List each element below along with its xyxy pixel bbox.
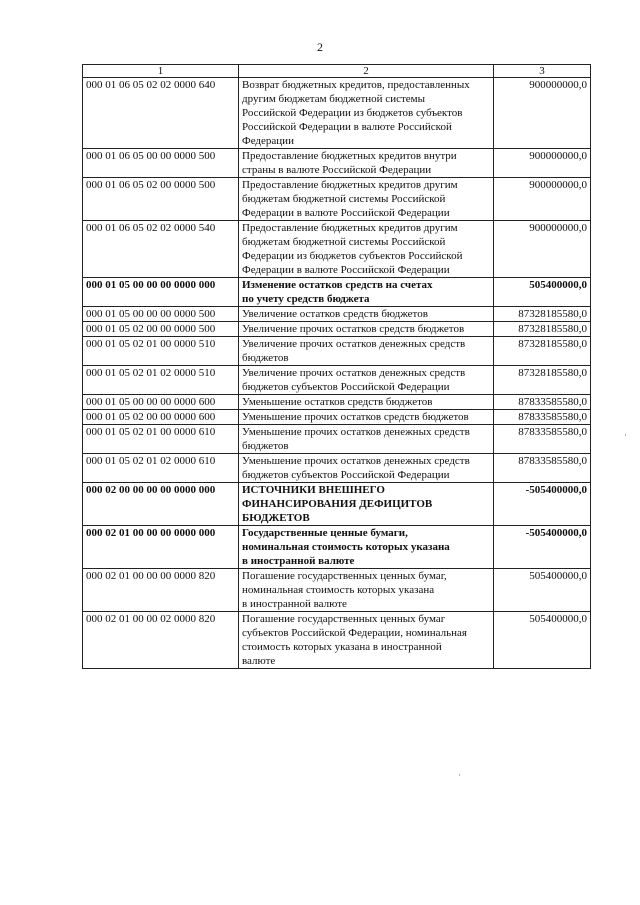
budget-code-cell: 000 02 00 00 00 00 0000 000 xyxy=(83,483,239,526)
description-line: Погашение государственных ценных бумаг, xyxy=(242,570,447,582)
description-line: Погашение государственных ценных бумаг xyxy=(242,613,446,625)
table-row xyxy=(83,337,591,366)
description-line: в иностранной валюте xyxy=(242,555,355,567)
description-line: Уменьшение остатков средств бюджетов xyxy=(242,396,433,408)
amount-cell: -505400000,0 xyxy=(494,526,591,569)
description-line: Предоставление бюджетных кредитов внутри xyxy=(242,150,457,162)
description-line: в иностранной валюте xyxy=(242,598,347,610)
description-cell xyxy=(239,221,494,278)
description-line: бюджетов субъектов Российской Федерации xyxy=(242,469,450,481)
table-row xyxy=(83,454,591,483)
description-cell xyxy=(239,612,494,669)
description-line: бюджетов xyxy=(242,352,289,364)
amount-cell: 87328185580,0 xyxy=(494,322,591,337)
description-line: субъектов Российской Федерации, номинальная xyxy=(242,627,467,639)
table-row xyxy=(83,366,591,395)
table-row xyxy=(83,483,591,526)
budget-code-cell: 000 01 05 02 01 00 0000 610 xyxy=(83,425,239,454)
description-line: Предоставление бюджетных кредитов другим xyxy=(242,179,458,191)
table-row xyxy=(83,395,591,410)
budget-code-cell: 000 01 06 05 02 02 0000 540 xyxy=(83,221,239,278)
description-line: Уменьшение прочих остатков денежных средств xyxy=(242,455,470,467)
table-row xyxy=(83,612,591,669)
description-line: Увеличение прочих остатков денежных средств xyxy=(242,338,466,350)
description-line: БЮДЖЕТОВ xyxy=(242,512,310,524)
description-cell xyxy=(239,78,494,149)
budget-sources-table xyxy=(82,64,591,669)
description-line: Уменьшение прочих остатков средств бюджетов xyxy=(242,411,469,423)
description-cell xyxy=(239,483,494,526)
table-row xyxy=(83,221,591,278)
description-cell xyxy=(239,454,494,483)
description-line: ИСТОЧНИКИ ВНЕШНЕГО xyxy=(242,484,385,496)
description-cell xyxy=(239,322,494,337)
amount-cell: 505400000,0 xyxy=(494,612,591,669)
description-cell xyxy=(239,410,494,425)
header-row xyxy=(83,65,591,78)
description-line: Возврат бюджетных кредитов, предоставленных xyxy=(242,79,470,91)
description-cell xyxy=(239,395,494,410)
budget-code-cell: 000 02 01 00 00 00 0000 000 xyxy=(83,526,239,569)
table-row xyxy=(83,526,591,569)
description-cell xyxy=(239,526,494,569)
header-col-3: 3 xyxy=(494,65,591,78)
budget-code-cell: 000 01 05 02 01 00 0000 510 xyxy=(83,337,239,366)
table-row xyxy=(83,78,591,149)
budget-code-cell: 000 01 05 02 00 00 0000 500 xyxy=(83,322,239,337)
amount-cell: 900000000,0 xyxy=(494,221,591,278)
description-cell xyxy=(239,337,494,366)
description-line: Увеличение прочих остатков денежных средств xyxy=(242,367,466,379)
description-line: Увеличение остатков средств бюджетов xyxy=(242,308,428,320)
table-row xyxy=(83,178,591,221)
description-line: бюджетам бюджетной системы Российской xyxy=(242,236,446,248)
description-line: Изменение остатков средств на счетах xyxy=(242,279,433,291)
amount-cell: 87328185580,0 xyxy=(494,366,591,395)
description-line: Российской Федерации в валюте Российской xyxy=(242,121,452,133)
budget-code-cell: 000 01 05 02 01 02 0000 510 xyxy=(83,366,239,395)
description-line: Увеличение прочих остатков средств бюджетов xyxy=(242,323,465,335)
description-cell xyxy=(239,149,494,178)
amount-cell: 900000000,0 xyxy=(494,149,591,178)
budget-code-cell: 000 01 05 02 00 00 0000 600 xyxy=(83,410,239,425)
budget-code-cell: 000 02 01 00 00 02 0000 820 xyxy=(83,612,239,669)
description-cell xyxy=(239,569,494,612)
description-line: Российской Федерации из бюджетов субъектов xyxy=(242,107,463,119)
description-line: другим бюджетам бюджетной системы xyxy=(242,93,425,105)
table-body xyxy=(83,78,591,669)
amount-cell: 900000000,0 xyxy=(494,178,591,221)
budget-code-cell: 000 01 05 00 00 00 0000 500 xyxy=(83,307,239,322)
description-cell xyxy=(239,425,494,454)
table-row xyxy=(83,278,591,307)
page-number: 2 xyxy=(317,40,323,54)
description-cell xyxy=(239,307,494,322)
description-line: стоимость которых указана в иностранной xyxy=(242,641,442,653)
description-line: страны в валюте Российской Федерации xyxy=(242,164,432,176)
amount-cell: -505400000,0 xyxy=(494,483,591,526)
budget-code-cell: 000 01 06 05 00 00 0000 500 xyxy=(83,149,239,178)
description-line: по учету средств бюджета xyxy=(242,293,370,305)
description-line: Федерации в валюте Российской Федерации xyxy=(242,264,450,276)
amount-cell: 87833585580,0 xyxy=(494,395,591,410)
amount-cell: 87833585580,0 xyxy=(494,425,591,454)
description-line: номинальная стоимость которых указана xyxy=(242,584,435,596)
table-row xyxy=(83,410,591,425)
description-cell xyxy=(239,278,494,307)
budget-code-cell: 000 02 01 00 00 00 0000 820 xyxy=(83,569,239,612)
description-cell xyxy=(239,178,494,221)
description-cell xyxy=(239,366,494,395)
scan-mark: · xyxy=(624,430,627,440)
description-line: бюджетов xyxy=(242,440,289,452)
budget-code-cell: 000 01 05 00 00 00 0000 000 xyxy=(83,278,239,307)
description-line: Предоставление бюджетных кредитов другим xyxy=(242,222,458,234)
budget-code-cell: 000 01 05 02 01 02 0000 610 xyxy=(83,454,239,483)
budget-code-cell: 000 01 06 05 02 02 0000 640 xyxy=(83,78,239,149)
amount-cell: 87833585580,0 xyxy=(494,410,591,425)
budget-code-cell: 000 01 05 00 00 00 0000 600 xyxy=(83,395,239,410)
description-line: Федерации из бюджетов субъектов Российской xyxy=(242,250,463,262)
description-line: бюджетам бюджетной системы Российской xyxy=(242,193,446,205)
table-row xyxy=(83,569,591,612)
table-row xyxy=(83,307,591,322)
description-line: ФИНАНСИРОВАНИЯ ДЕФИЦИТОВ xyxy=(242,498,433,510)
description-line: Федерации xyxy=(242,135,294,147)
scan-mark: · xyxy=(458,770,461,780)
description-line: Уменьшение прочих остатков денежных средств xyxy=(242,426,470,438)
amount-cell: 87328185580,0 xyxy=(494,337,591,366)
table-row xyxy=(83,149,591,178)
budget-code-cell: 000 01 06 05 02 00 0000 500 xyxy=(83,178,239,221)
amount-cell: 505400000,0 xyxy=(494,278,591,307)
amount-cell: 87328185580,0 xyxy=(494,307,591,322)
amount-cell: 900000000,0 xyxy=(494,78,591,149)
table-row xyxy=(83,322,591,337)
description-line: номинальная стоимость которых указана xyxy=(242,541,450,553)
header-col-1: 1 xyxy=(83,65,239,78)
amount-cell: 87833585580,0 xyxy=(494,454,591,483)
description-line: Государственные ценные бумаги, xyxy=(242,527,408,539)
description-line: валюте xyxy=(242,655,276,667)
description-line: Федерации в валюте Российской Федерации xyxy=(242,207,450,219)
description-line: бюджетов субъектов Российской Федерации xyxy=(242,381,450,393)
header-col-2: 2 xyxy=(239,65,494,78)
amount-cell: 505400000,0 xyxy=(494,569,591,612)
table-row xyxy=(83,425,591,454)
table-header xyxy=(83,65,591,78)
